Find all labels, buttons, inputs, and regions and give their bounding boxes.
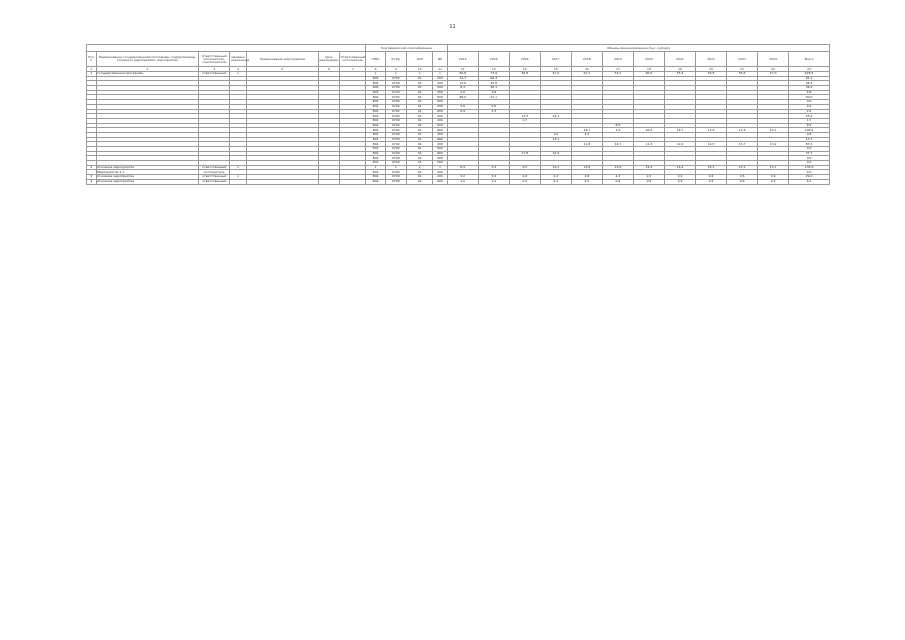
table-cell: 600	[433, 147, 447, 152]
table-cell: х	[230, 72, 247, 77]
table-cell: 804	[366, 161, 385, 166]
table-cell: 6,8	[789, 90, 830, 95]
table-cell: 0709	[385, 156, 406, 161]
table-cell	[230, 179, 247, 184]
table-cell: 12,6	[447, 81, 478, 86]
table-cell: 13,8	[571, 165, 602, 170]
table-cell: 804	[366, 114, 385, 119]
table-cell: х	[433, 165, 447, 170]
table-cell: 2,2	[789, 109, 830, 114]
table-cell: 29,0	[789, 175, 830, 180]
table-cell: х	[433, 72, 447, 77]
column-number: 18	[633, 67, 664, 72]
column-header: Всего	[789, 52, 830, 67]
table-cell: 3,2	[571, 132, 602, 137]
table-cell: 3,4	[478, 175, 509, 180]
table-cell: 804	[366, 104, 385, 109]
table-cell: 8,5	[789, 123, 830, 128]
table-cell: 600	[433, 179, 447, 184]
table-cell: 1,6	[540, 132, 571, 137]
column-number: 15	[540, 67, 571, 72]
column-header: 2021	[664, 52, 695, 67]
column-number: 9	[385, 67, 406, 72]
table-cell: 2,6	[727, 175, 758, 180]
table-cell: 15,1	[727, 165, 758, 170]
table-cell: 600	[433, 151, 447, 156]
column-number: 8	[366, 67, 385, 72]
table-cell: 200	[433, 132, 447, 137]
column-number: 23	[789, 67, 830, 72]
table-cell: 804	[366, 128, 385, 133]
table-cell: 12,1	[540, 165, 571, 170]
budget-table-sheet	[86, 44, 830, 608]
table-cell: 01	[407, 179, 433, 184]
table-cell: 600	[433, 86, 447, 91]
column-header: Наименование мероприятия	[247, 52, 319, 67]
table-cell: 200	[433, 104, 447, 109]
table-cell: 804	[366, 81, 385, 86]
table-cell: 13,6	[602, 165, 633, 170]
table-cell: 11,8	[571, 142, 602, 147]
table-cell: 01	[407, 100, 433, 105]
table-cell: 804	[366, 137, 385, 142]
table-cell: 2,8	[571, 175, 602, 180]
table-cell: 01	[407, 109, 433, 114]
column-header: 2023	[727, 52, 758, 67]
table-cell: 3,2	[447, 175, 478, 180]
column-number: 10	[407, 67, 433, 72]
table-cell: Основное мероприятие	[96, 179, 199, 184]
table-body	[87, 72, 830, 185]
table-cell: 20,4	[633, 128, 664, 133]
table-cell: 105,2	[789, 128, 830, 133]
table-cell: 3,6	[447, 104, 478, 109]
column-header: 2019	[602, 52, 633, 67]
table-cell: 200	[433, 142, 447, 147]
table-cell: 01	[407, 86, 433, 91]
table-cell: 11,3	[633, 142, 664, 147]
table-cell: х	[407, 165, 433, 170]
table-cell: х	[230, 175, 247, 180]
table-cell: 0702	[385, 128, 406, 133]
column-number: 4	[230, 67, 247, 72]
column-header: 2014	[447, 52, 478, 67]
table-cell: 01	[407, 81, 433, 86]
table-cell: 12,5	[696, 142, 727, 147]
table-cell: 41,1	[478, 95, 509, 100]
table-cell: 0709	[385, 137, 406, 142]
table-cell: 13,3	[727, 128, 758, 133]
column-header: N п/п	[87, 52, 97, 67]
column-header: Рз Пр	[385, 52, 406, 67]
table-cell: 01	[407, 95, 433, 100]
table-cell: 01	[407, 123, 433, 128]
table-cell: 15,3	[696, 165, 727, 170]
table-cell: 01	[407, 156, 433, 161]
table-cell: 804	[366, 151, 385, 156]
column-header: ГРБС	[366, 52, 385, 67]
table-cell: 12,1	[540, 114, 571, 119]
header-years-group: Объемы финансирования (тыс. рублей)	[447, 45, 829, 52]
column-number: 21	[727, 67, 758, 72]
table-cell: 8,5	[602, 123, 633, 128]
table-cell: 12,2	[664, 142, 695, 147]
table-cell: 804	[366, 100, 385, 105]
column-header: 2024	[758, 52, 789, 67]
table-cell: Основное мероприятие	[96, 165, 199, 170]
column-number: 11	[433, 67, 447, 72]
table-cell: х	[366, 72, 385, 77]
table-cell: 200	[433, 175, 447, 180]
table-cell: 1,7	[509, 118, 540, 123]
table-cell: 804	[366, 118, 385, 123]
table-cell: х	[385, 165, 406, 170]
table-cell: 804	[366, 76, 385, 81]
column-number: 22	[758, 67, 789, 72]
table-cell: 600	[433, 137, 447, 142]
column-number: 20	[696, 67, 727, 72]
table-cell: 1	[87, 72, 97, 77]
table-cell: 200	[433, 118, 447, 123]
table-cell: 5,6	[478, 104, 509, 109]
table-cell: 0709	[385, 118, 406, 123]
column-header: Ответственный исполнитель	[340, 52, 366, 67]
table-cell: 0,5	[696, 179, 727, 184]
table-cell: 1,2	[478, 179, 509, 184]
table-cell: 804	[366, 86, 385, 91]
column-number: 7	[340, 67, 366, 72]
table-cell: Государственная программа	[96, 72, 199, 77]
table-cell: х	[366, 165, 385, 170]
table-cell: 60,5	[633, 72, 664, 77]
table-cell: 12,7	[602, 142, 633, 147]
table-cell: 0702	[385, 170, 406, 175]
table-cell: ответственный	[199, 165, 230, 170]
table-cell: х	[407, 72, 433, 77]
table-cell: 2,6	[696, 175, 727, 180]
table-cell: 1,7	[789, 118, 830, 123]
table-cell: 13,2	[758, 142, 789, 147]
table-cell: исполнитель	[199, 170, 230, 175]
column-header: 2018	[571, 52, 602, 67]
table-cell: 200	[433, 170, 447, 175]
table-cell: 804	[366, 132, 385, 137]
table-cell: Мероприятие 2.1	[96, 170, 199, 175]
table-cell: 0702	[385, 109, 406, 114]
column-header: 2020	[633, 52, 664, 67]
table-cell: 0702	[385, 114, 406, 119]
table-cell: 28,1	[478, 86, 509, 91]
budget-table	[86, 44, 830, 185]
table-cell: 51,0	[540, 72, 571, 77]
table-cell: 0,5	[571, 179, 602, 184]
table-cell: 200	[433, 161, 447, 166]
table-cell: 0,0	[789, 100, 830, 105]
table-cell: 4,5	[509, 165, 540, 170]
table-cell: 25,4	[789, 114, 830, 119]
column-number: 19	[664, 67, 695, 72]
table-cell: 0,5	[758, 179, 789, 184]
table-cell: 14,7	[758, 128, 789, 133]
table-cell: 73,9	[478, 72, 509, 77]
table-cell: 600	[433, 128, 447, 133]
column-header: Целевое назначение	[230, 52, 247, 67]
column-number: 16	[571, 67, 602, 72]
column-number: 17	[602, 67, 633, 72]
table-cell: 01	[407, 142, 433, 147]
table-cell: 804	[366, 175, 385, 180]
header-budget-group: Код бюджетной классификации	[366, 45, 447, 52]
table-cell: 0709	[385, 175, 406, 180]
table-cell: 804	[366, 95, 385, 100]
table-cell: 4	[87, 179, 97, 184]
table-cell: 804	[366, 123, 385, 128]
header-group-row	[87, 45, 830, 52]
column-header: Срок реализации	[318, 52, 339, 67]
table-cell: ответственный	[199, 175, 230, 180]
table-cell: 01	[407, 161, 433, 166]
table-cell: 22,7	[571, 128, 602, 133]
table-cell: 01	[407, 132, 433, 137]
table-cell: ответственный	[199, 72, 230, 77]
table-cell: 19,9	[540, 151, 571, 156]
page-number: 11	[449, 24, 456, 30]
column-header: 2017	[540, 52, 571, 67]
table-cell: 804	[366, 90, 385, 95]
table-cell: 87,4	[789, 142, 830, 147]
table-cell: 01	[407, 118, 433, 123]
table-cell: 01	[407, 147, 433, 152]
column-header: Ответственный исполнитель, соисполнители	[199, 52, 230, 67]
table-cell: 0,0	[789, 156, 830, 161]
table-cell: 0,0	[789, 147, 830, 152]
table-cell: х	[230, 165, 247, 170]
table-cell: 600	[433, 95, 447, 100]
table-cell: 13,1	[789, 137, 830, 142]
table-cell: 55,3	[664, 72, 695, 77]
table-cell: 0,5	[727, 179, 758, 184]
table-cell: 15,2	[633, 165, 664, 170]
table-cell: 200	[433, 90, 447, 95]
table-cell: 600	[433, 109, 447, 114]
table-cell: 52,8	[696, 72, 727, 77]
table-cell: 01	[407, 114, 433, 119]
column-number: 3	[199, 67, 230, 72]
table-cell: 01	[407, 90, 433, 95]
table-cell: 0709	[385, 179, 406, 184]
table-cell: 2	[87, 165, 97, 170]
table-cell: 14,4	[664, 165, 695, 170]
table-cell: 0,5	[633, 179, 664, 184]
table-cell: ответственный	[199, 179, 230, 184]
table-cell: 66,4	[478, 76, 509, 81]
table-cell: 200	[433, 114, 447, 119]
column-number: 12	[447, 67, 478, 72]
table-cell: 804	[366, 109, 385, 114]
table-cell: 600	[433, 100, 447, 105]
table-cell: 81,1	[789, 76, 830, 81]
table-cell	[318, 179, 339, 184]
table-cell: х	[385, 72, 406, 77]
table-cell: 01	[407, 151, 433, 156]
table-cell: 0702	[385, 104, 406, 109]
table-cell: 2,6	[509, 175, 540, 180]
table-cell: 9,2	[789, 104, 830, 109]
table-cell: 0,0	[789, 161, 830, 166]
table-cell: 0709	[385, 132, 406, 137]
table-cell: 4,8	[789, 132, 830, 137]
table-cell: 0709	[385, 90, 406, 95]
table-cell	[247, 179, 319, 184]
table-cell: 01	[407, 137, 433, 142]
table-cell: 1,9	[602, 128, 633, 133]
table-cell: 804	[366, 147, 385, 152]
table-cell: 51,1	[571, 72, 602, 77]
table-cell: 0702	[385, 95, 406, 100]
header-names-row	[87, 52, 830, 67]
table-cell: 01	[407, 128, 433, 133]
table-cell: 200	[433, 76, 447, 81]
table-cell: 37,7	[789, 151, 830, 156]
table-cell: Основное мероприятие	[96, 175, 199, 180]
table-cell: 6,9	[447, 165, 478, 170]
table-cell: 57,0	[758, 72, 789, 77]
table-cell: 0709	[385, 81, 406, 86]
column-number: 1	[87, 67, 97, 72]
table-cell: 13,1	[540, 137, 571, 142]
column-header: 2015	[478, 52, 509, 67]
table-cell: 17,8	[509, 151, 540, 156]
table-cell: 15,7	[758, 165, 789, 170]
table-cell: 626,5	[789, 72, 830, 77]
table-cell: 3	[87, 175, 97, 180]
table-cell: 0,9	[447, 109, 478, 114]
table-cell: 14,7	[447, 76, 478, 81]
table-cell: 17,5	[696, 128, 727, 133]
table-cell: 01	[407, 104, 433, 109]
table-cell: 48,9	[447, 95, 478, 100]
table-cell: 14,7	[664, 128, 695, 133]
column-header: ЦСР	[407, 52, 433, 67]
table-cell: 0709	[385, 86, 406, 91]
table-cell: 66,8	[447, 72, 478, 77]
table-cell: 0702	[385, 76, 406, 81]
table-cell: 48,8	[509, 72, 540, 77]
table-cell: 36,4	[789, 86, 830, 91]
table-cell: 2,6	[758, 175, 789, 180]
table-cell: 0702	[385, 161, 406, 166]
table-cell: 8,3	[447, 86, 478, 91]
table-cell: 90,0	[789, 95, 830, 100]
table-cell: 0,4	[540, 179, 571, 184]
column-number: 2	[96, 67, 199, 72]
table-cell: 2,2	[540, 175, 571, 180]
column-number: 6	[318, 67, 339, 72]
table-cell: 0702	[385, 142, 406, 147]
table-cell: 134,0	[789, 165, 830, 170]
table-cell: 0702	[385, 123, 406, 128]
table-cell: 0,0	[789, 170, 830, 175]
table-cell: 200	[433, 156, 447, 161]
table-cell: 804	[366, 142, 385, 147]
table-cell: 01	[407, 175, 433, 180]
table-cell: 0702	[385, 147, 406, 152]
table-cell: 0,6	[602, 179, 633, 184]
table-cell: 55,6	[727, 72, 758, 77]
column-header: 2016	[509, 52, 540, 67]
table-cell: 600	[433, 123, 447, 128]
column-header: ВР	[433, 52, 447, 67]
table-cell: 28,2	[789, 81, 830, 86]
table-cell: 7,4	[478, 165, 509, 170]
table-cell: 200	[433, 81, 447, 86]
table-cell: 0,5	[664, 179, 695, 184]
table-cell: 804	[366, 156, 385, 161]
table-cell: 01	[407, 76, 433, 81]
column-number: 5	[247, 67, 319, 72]
table-cell: 13,3	[509, 114, 540, 119]
column-number: 14	[509, 67, 540, 72]
table-cell: 804	[366, 170, 385, 175]
table-cell: 1,3	[478, 109, 509, 114]
table-cell: 0709	[385, 151, 406, 156]
table-row	[87, 179, 830, 184]
header-blank	[87, 45, 366, 52]
table-cell: 0,5	[509, 179, 540, 184]
table-cell: 6,7	[789, 179, 830, 184]
table-cell: 804	[366, 179, 385, 184]
table-cell: 2,3	[602, 175, 633, 180]
column-header: 2022	[696, 52, 727, 67]
table-cell: 2,0	[447, 90, 478, 95]
column-header: Наименование государственной программы, подпрограммы, основного мероприятия, мероприятия	[96, 52, 199, 67]
table-cell: 0709	[385, 100, 406, 105]
table-cell: 4,8	[478, 90, 509, 95]
table-cell: 2,3	[633, 175, 664, 180]
table-cell: 2,4	[664, 175, 695, 180]
table-cell: 1,0	[447, 179, 478, 184]
table-cell	[340, 179, 366, 184]
table-cell: 53,2	[602, 72, 633, 77]
table-cell: 13,7	[727, 142, 758, 147]
column-number: 13	[478, 67, 509, 72]
table-cell: 01	[407, 170, 433, 175]
table-cell: 15,6	[478, 81, 509, 86]
